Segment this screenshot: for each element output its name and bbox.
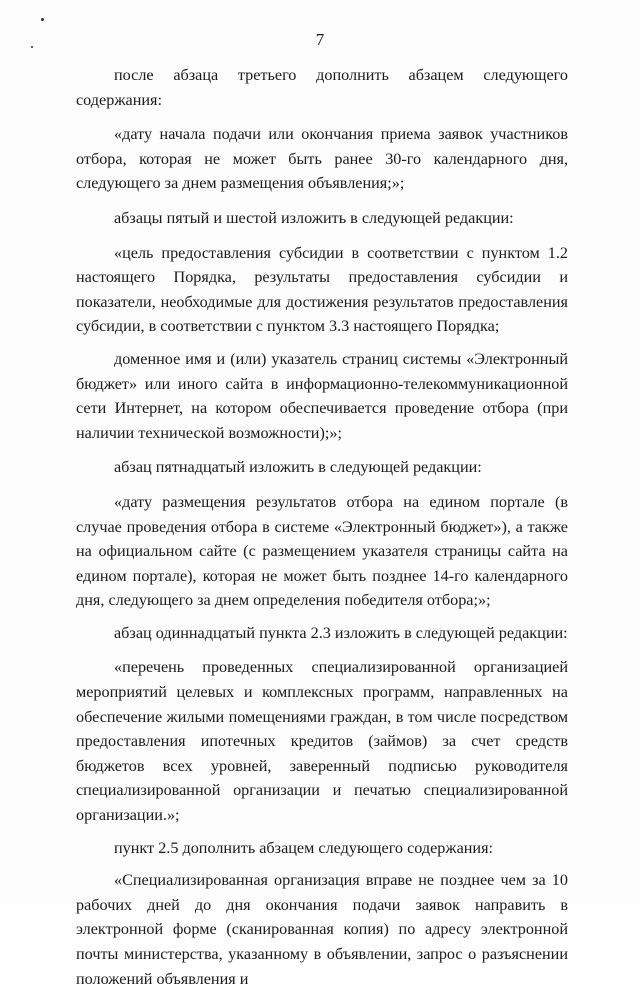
paragraph-quote: «Специализированная организация вправе не позднее чем за 10 рабочих дней до дня окончания подачи заявок направить в электронной форме (сканированная копия) по адресу электронной почты министерства, указанному в объявлении, запрос о разъяснении положений объявления и — [76, 871, 568, 988]
paragraph-instruction: после абзаца третьего дополнить абзацем следующего содержания: — [76, 66, 568, 109]
document-body — [76, 63, 568, 991]
paragraph-quote: «дату размещения результатов отбора на едином портале (в случае проведения отбора в системе «Электронный бюджет»), а также на официальном сайте (с размещением указателя страницы сайта на едином портале), которая не может быть позднее 14-го календарного дня, следующего за днем определения победителя отбора;»; — [76, 492, 568, 610]
page-number: 7 — [315, 30, 325, 49]
paragraph-instruction: абзац пятнадцатый изложить в следующей редакции: — [114, 458, 482, 477]
paragraph-instruction: пункт 2.5 дополнить абзацем следующего содержания: — [114, 838, 494, 857]
paragraph-instruction: абзац одиннадцатый пункта 2.3 изложить в следующей редакции: — [114, 623, 568, 642]
paragraph-instruction: абзацы пятый и шестой изложить в следующей редакции: — [114, 208, 514, 227]
paragraph-quote: «цель предоставления субсидии в соответствии с пунктом 1.2 настоящего Порядка, результаты предоставления субсидии и показатели, необходимые для достижения результатов предоставления субсидии, в соответствии с пунктом 3.3 настоящего Порядка; — [76, 243, 568, 336]
paragraph-quote: «дату начала подачи или окончания приема заявок участников отбора, которая не может быть ранее 30-го календарного дня, следующего за днем размещения объявления;»; — [76, 125, 568, 193]
scan-speck — [41, 18, 44, 21]
paragraph-quote: «перечень проведенных специализированной организацией мероприятий целевых и комплексных программ, направленных на обеспечение жилыми помещениями граждан, в том числе посредством предоставления ипотечных кредитов (займов) за счет средств бюджетов всех уровней, заверенный подписью руководителя специализированной организации и печатью специализированной организации.»; — [76, 658, 568, 825]
paragraph-quote: доменное имя и (или) указатель страниц системы «Электронный бюджет» или иного сайта в информационно-телекоммуникационной сети Интернет, на котором обеспечивается проведение отбора (при наличии технической возможности);»; — [76, 349, 568, 442]
